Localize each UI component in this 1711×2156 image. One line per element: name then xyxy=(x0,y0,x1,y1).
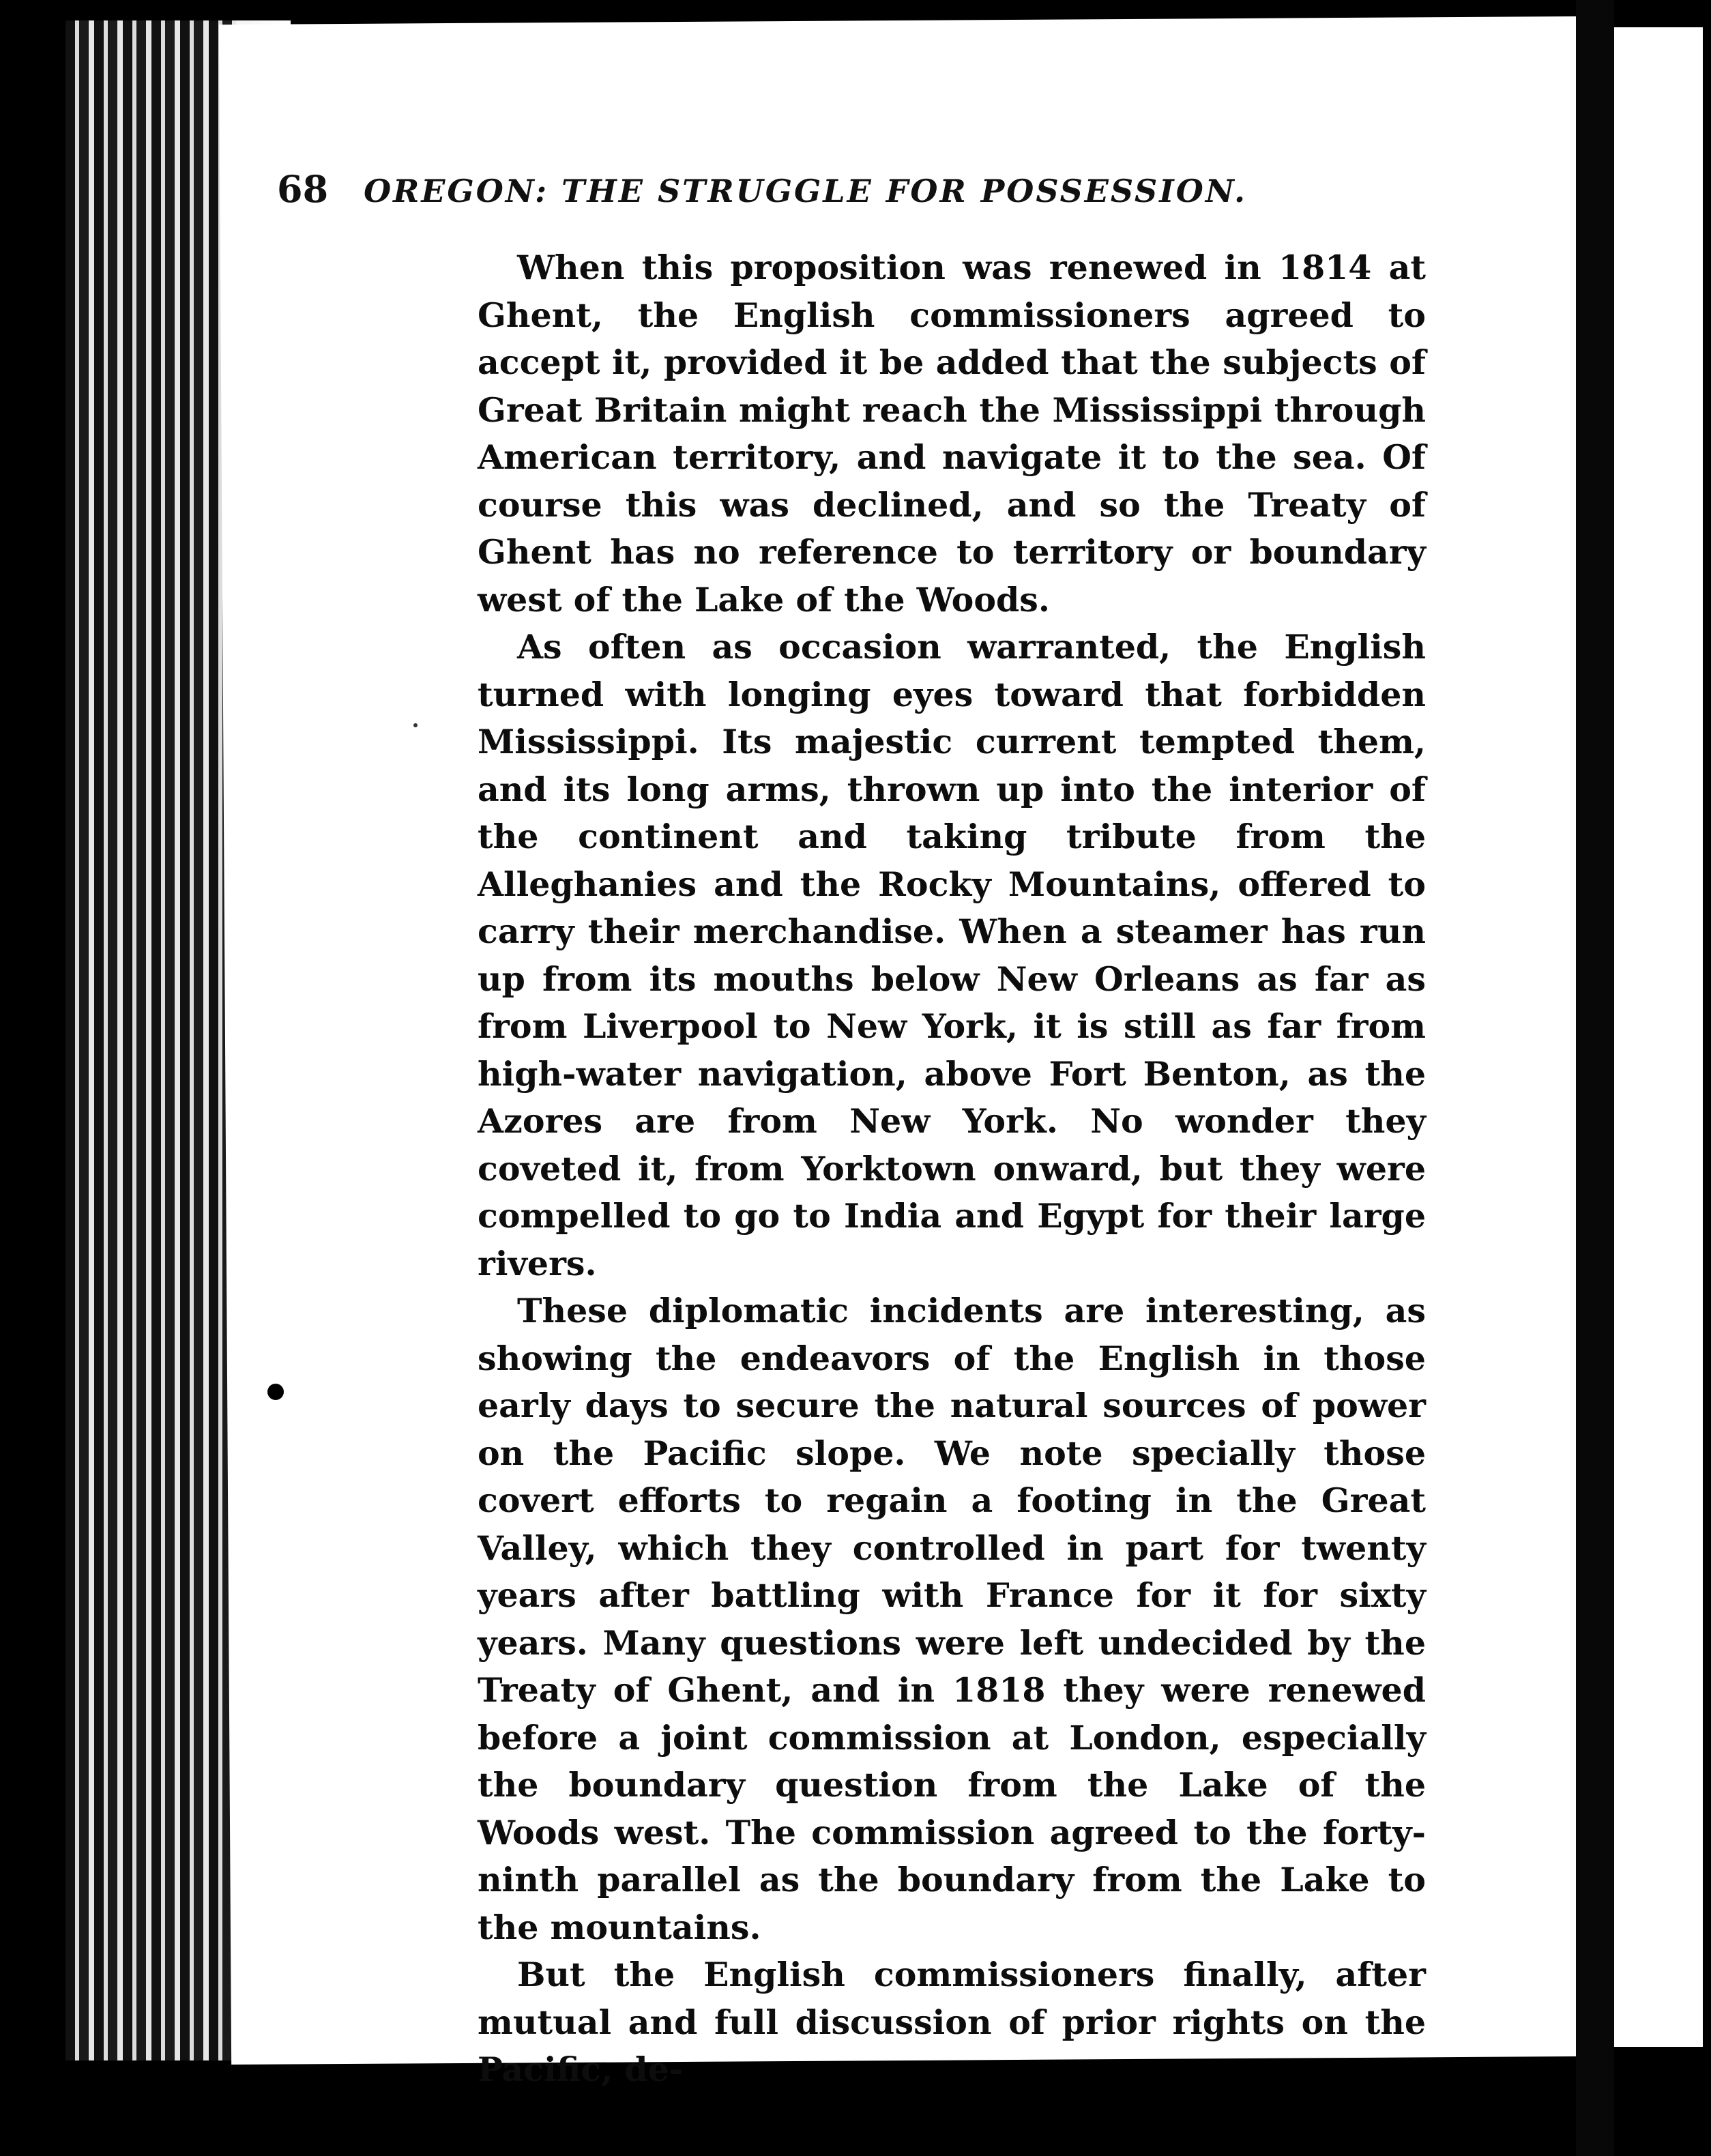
paragraph: These diplomatic incidents are interesting, as showing the endeavors of the English in those early days to secure the natural sources of power on the Pacific slope. We note specially those covert efforts to regain a footing in the Great Valley, which they controlled in part for twenty years after battling with France for it for sixty years. Many questions were left undecided by the Treaty of Ghent, and in 1818 they were renewed before a joint commission at London, especially the boundary question from the Lake of the Woods west. The commission agreed to the forty-ninth parallel as the boundary from the Lake to the mountains. xyxy=(478,1291,1426,1947)
ink-speck-mark xyxy=(413,723,418,727)
paragraph: As often as occasion warranted, the English turned with longing eyes toward that forbidden Mississippi. Its majestic current tempted them, and its long arms, thrown up into the interior of the continent and taking tribute from the Alleghanies and the Rocky Mountains, offered to carry their merchandise. When a steamer has run up from its mouths below New Orleans as far as from Liverpool to New York, it is still as far from high-water navigation, above Fort Benton, as the Azores are from New York. No wonder they coveted it, from Yorktown onward, but they were compelled to go to India and Egypt for their large rivers. xyxy=(478,627,1426,1283)
book-gutter xyxy=(1576,0,1614,2156)
facing-page-edge xyxy=(1614,27,1703,2047)
page-header xyxy=(277,158,1396,220)
book-page-edges xyxy=(65,20,236,2060)
body-text xyxy=(478,244,1426,2094)
page-number: 68 xyxy=(277,167,329,211)
paragraph: When this proposition was renewed in 1814 at Ghent, the English commissioners agreed to accept it, provided it be added that the subjects of Great Britain might reach the Mississippi through American territory, and navigate it to the sea. Of course this was declined, and so the Treaty of Ghent has no reference to territory or boundary west of the Lake of the Woods. xyxy=(478,248,1426,620)
paragraph: But the English commissioners finally, after mutual and full discussion of prior rights on the Pacific, de- xyxy=(478,1955,1426,2089)
running-head: OREGON: THE STRUGGLE FOR POSSESSION. xyxy=(364,173,1247,209)
ink-dot-mark xyxy=(267,1384,284,1400)
